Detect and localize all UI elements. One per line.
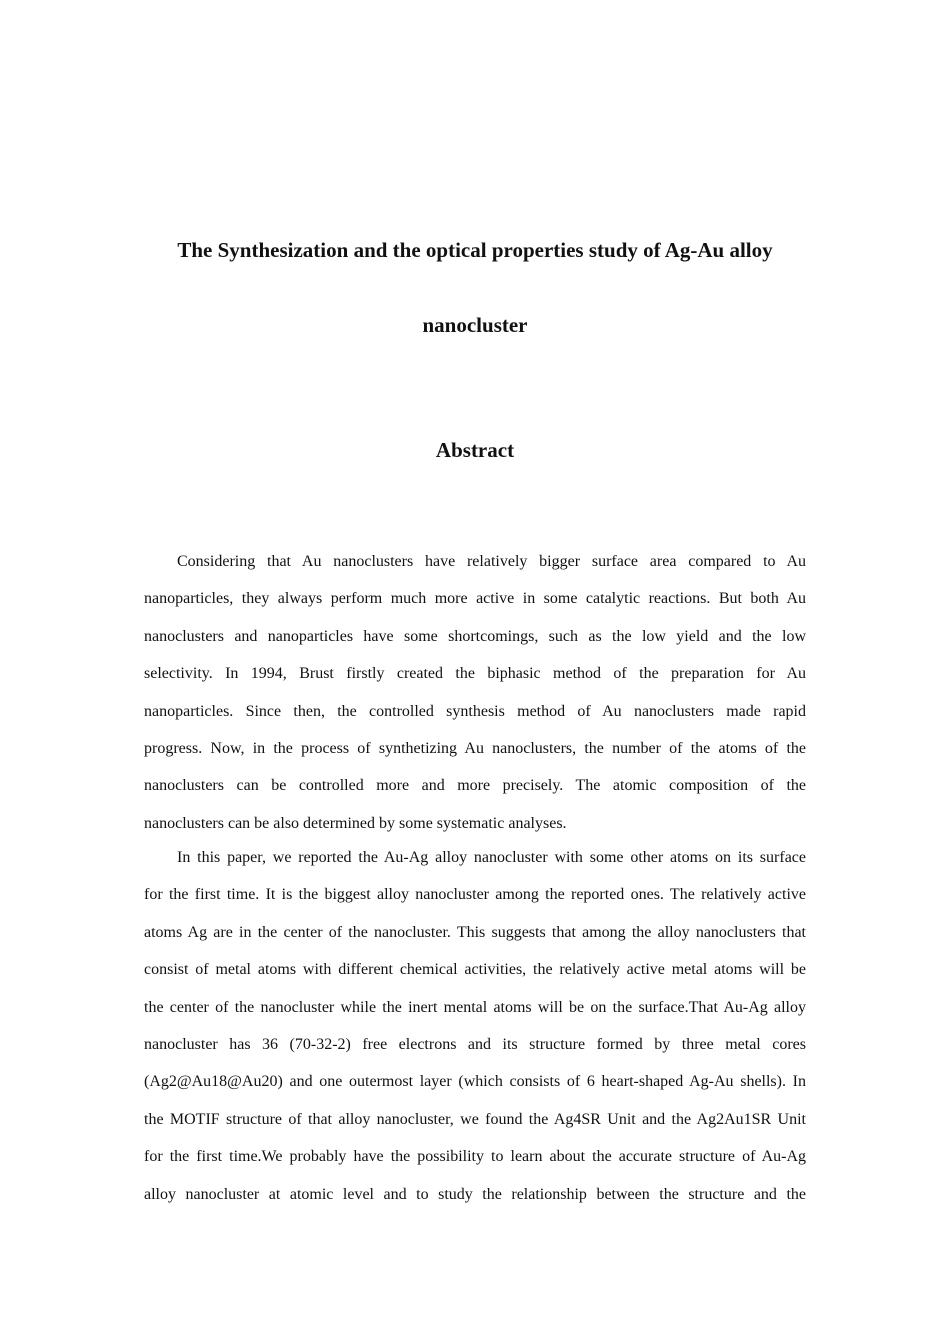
- text-line: nanoparticles. Since then, the controlled synthesis method of Au nanoclusters made rapid: [144, 702, 806, 720]
- text-line: for the first time.We probably have the possibility to learn about the accurate structure of Au-Ag: [144, 1148, 806, 1166]
- text-line: the center of the nanocluster while the inert mental atoms will be on the surface.That Au-Ag alloy: [144, 998, 806, 1016]
- text-line: selectivity. In 1994, Brust firstly created the biphasic method of the preparation for Au: [144, 665, 806, 683]
- abstract-paragraph-1: [144, 543, 806, 842]
- paper-title-line-2: nanocluster: [422, 313, 528, 337]
- text-line: atoms Ag are in the center of the nanocluster. This suggests that among the alloy nanoclusters that: [144, 923, 806, 941]
- abstract-heading: Abstract: [435, 438, 515, 462]
- text-line: for the first time. It is the biggest alloy nanocluster among the reported ones. The relatively active: [144, 886, 806, 904]
- abstract-paragraph-2: [144, 839, 806, 1213]
- text-line: Considering that Au nanoclusters have relatively bigger surface area compared to Au: [177, 553, 806, 570]
- text-line: progress. Now, in the process of synthetizing Au nanoclusters, the number of the atoms of the: [144, 739, 806, 757]
- text-line: nanoclusters can be also determined by some systematic analyses.: [144, 814, 567, 832]
- text-line: nanoclusters and nanoparticles have some shortcomings, such as the low yield and the low: [144, 627, 806, 645]
- text-line: (Ag2@Au18@Au20) and one outermost layer (which consists of 6 heart-shaped Ag-Au shells). In: [144, 1073, 806, 1091]
- text-line: nanocluster has 36 (70-32-2) free electrons and its structure formed by three metal cores: [144, 1035, 806, 1053]
- text-line: nanoparticles, they always perform much more active in some catalytic reactions. But both Au: [144, 590, 806, 608]
- text-line: alloy nanocluster at atomic level and to study the relationship between the structure and the: [144, 1185, 806, 1203]
- text-line: In this paper, we reported the Au-Ag alloy nanocluster with some other atoms on its surface: [177, 849, 806, 866]
- text-line: consist of metal atoms with different chemical activities, the relatively active metal atoms will be: [144, 961, 806, 979]
- paper-title-line-1: The Synthesization and the optical properties study of Ag-Au alloy: [177, 238, 773, 262]
- text-line: the MOTIF structure of that alloy nanocluster, we found the Ag4SR Unit and the Ag2Au1SR Unit: [144, 1110, 806, 1128]
- text-line: nanoclusters can be controlled more and more precisely. The atomic composition of the: [144, 777, 806, 795]
